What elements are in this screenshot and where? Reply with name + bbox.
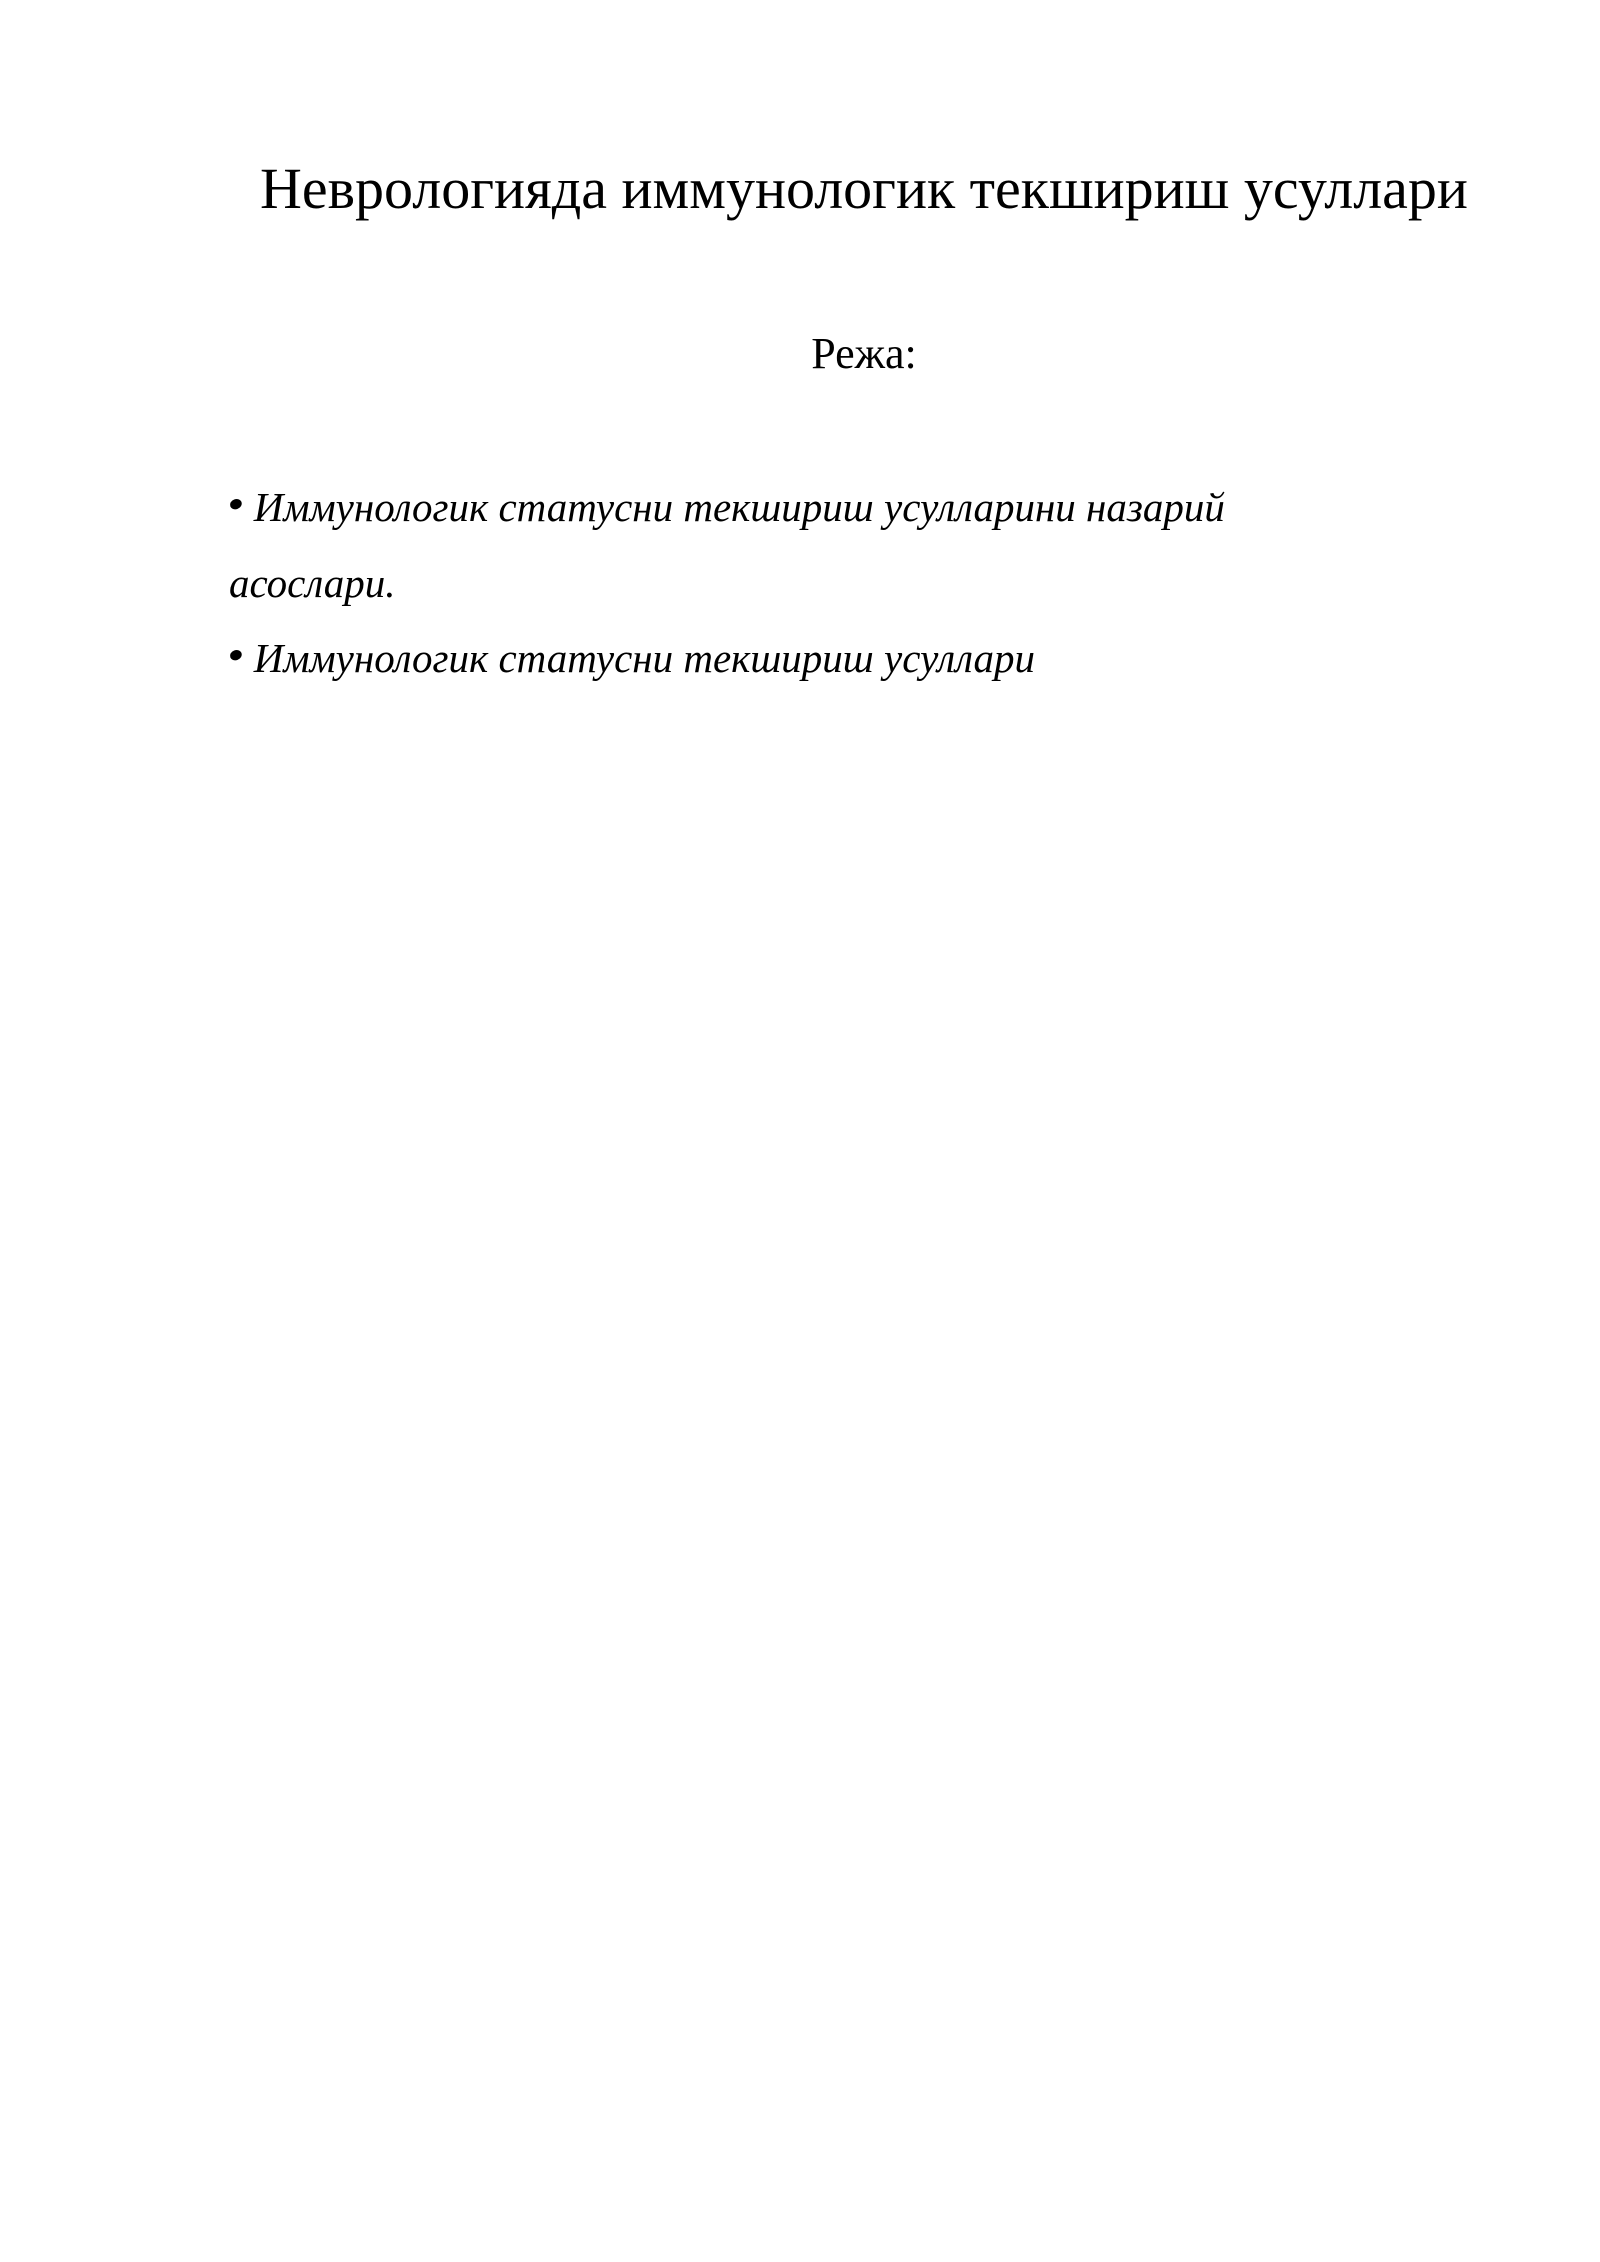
bullet-icon: • — [220, 480, 253, 530]
plan-heading: Режа: — [811, 329, 917, 378]
plan-list — [220, 470, 1379, 697]
plan-item-text: Иммунологик статусни текшириш усулларини назарий асослари. — [229, 484, 1225, 606]
bullet-icon: • — [220, 631, 253, 681]
plan-item — [220, 470, 1379, 621]
plan-item — [220, 621, 1379, 697]
plan-item-text: Иммунологик статусни текшириш усуллари — [253, 635, 1035, 681]
document-title: Неврологияда иммунологик текшириш усуллари — [260, 156, 1468, 221]
